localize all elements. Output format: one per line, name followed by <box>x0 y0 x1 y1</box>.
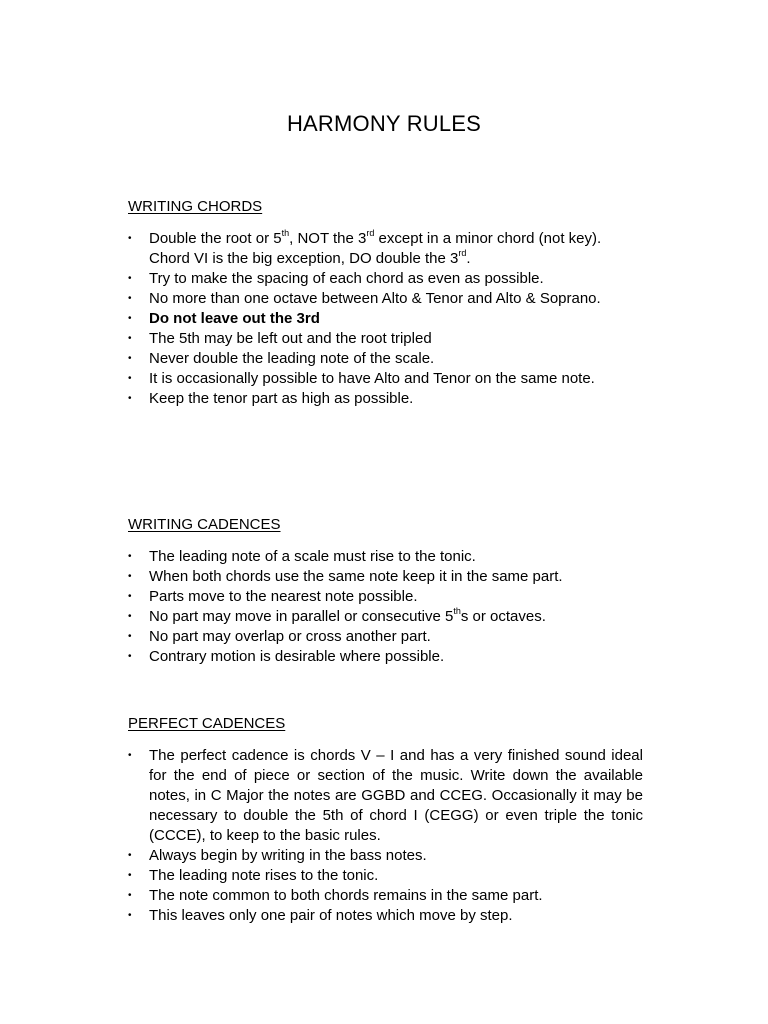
rule-text: The perfect cadence is chords V – I and has a very finished sound ideal for the end of piece or section of the music. Write down the available notes, in C Major the notes are GGBD and CCEG. Occasionally it may be necessary to double the 5th of chord I (CEGG) or even triple the tonic (CCCE), to keep to the basic rules. <box>149 747 643 844</box>
list-item <box>128 627 643 647</box>
rule-text: No part may move in parallel or consecutive 5 <box>149 608 454 625</box>
list-item <box>128 846 643 866</box>
rule-text: No part may overlap or cross another part. <box>149 628 431 645</box>
section-writing-chords <box>128 197 643 409</box>
superscript: rd <box>366 228 375 238</box>
bullet: • <box>128 233 132 244</box>
bullet: • <box>128 651 132 662</box>
rule-text: Double the root or 5 <box>149 230 282 247</box>
list-item <box>128 369 643 389</box>
bullet: • <box>128 591 132 602</box>
rule-text: The leading note rises to the tonic. <box>149 867 379 884</box>
bullet: • <box>128 393 132 404</box>
rule-list <box>128 547 643 667</box>
rule-text: Always begin by writing in the bass notes. <box>149 847 427 864</box>
section-heading: WRITING CADENCES <box>128 516 281 533</box>
rule-text: No more than one octave between Alto & Tenor and Alto & Soprano. <box>149 290 601 307</box>
section-heading: PERFECT CADENCES <box>128 715 286 732</box>
bullet: • <box>128 333 132 344</box>
list-item <box>128 906 643 926</box>
rule-text: The 5th may be left out and the root tripled <box>149 330 432 347</box>
rule-text: . <box>466 250 471 267</box>
rule-text: This leaves only one pair of notes which move by step. <box>149 907 513 924</box>
rule-text: , NOT the 3 <box>289 230 367 247</box>
list-item <box>128 886 643 906</box>
bullet: • <box>128 910 132 921</box>
bullet: • <box>128 353 132 364</box>
list-item <box>128 746 643 846</box>
list-item <box>128 866 643 886</box>
list-item <box>128 309 643 329</box>
bullet: • <box>128 551 132 562</box>
list-item <box>128 269 643 289</box>
rule-list <box>128 746 643 926</box>
list-item <box>128 229 643 269</box>
superscript: th <box>453 606 461 616</box>
rule-text: When both chords use the same note keep it in the same part. <box>149 568 563 585</box>
rule-text: except in a minor chord (not key). <box>374 230 602 247</box>
superscript: rd <box>458 248 467 258</box>
list-item <box>128 587 643 607</box>
bullet: • <box>128 373 132 384</box>
bullet: • <box>128 750 132 761</box>
list-item <box>128 607 643 627</box>
bullet: • <box>128 631 132 642</box>
list-item <box>128 567 643 587</box>
rule-text: Keep the tenor part as high as possible. <box>149 390 414 407</box>
list-item <box>128 647 643 667</box>
list-item <box>128 289 643 309</box>
section-perfect-cadences <box>128 714 643 926</box>
list-item <box>128 329 643 349</box>
bullet: • <box>128 890 132 901</box>
rule-text: Contrary motion is desirable where possible. <box>149 648 445 665</box>
rule-list <box>128 229 643 409</box>
page-title: HARMONY RULES <box>286 111 482 136</box>
rule-text: Try to make the spacing of each chord as even as possible. <box>149 270 544 287</box>
rule-text: Parts move to the nearest note possible. <box>149 588 418 605</box>
section-writing-cadences <box>128 515 643 667</box>
section-heading: WRITING CHORDS <box>128 198 263 215</box>
rule-text: Never double the leading note of the scale. <box>149 350 435 367</box>
rule-text: The note common to both chords remains in the same part. <box>149 887 543 904</box>
rule-text: It is occasionally possible to have Alto and Tenor on the same note. <box>149 370 595 387</box>
bullet: • <box>128 571 132 582</box>
bullet: • <box>128 273 132 284</box>
rule-text: Do not leave out the 3rd <box>149 310 320 327</box>
list-item <box>128 547 643 567</box>
list-item <box>128 389 643 409</box>
bullet: • <box>128 313 132 324</box>
bullet: • <box>128 293 132 304</box>
list-item <box>128 349 643 369</box>
bullet: • <box>128 850 132 861</box>
rule-text: s or octaves. <box>460 608 546 625</box>
bullet: • <box>128 611 132 622</box>
superscript: th <box>281 228 290 238</box>
rule-text: The leading note of a scale must rise to the tonic. <box>149 548 476 565</box>
bullet: • <box>128 870 132 881</box>
rule-text: Chord VI is the big exception, DO double the 3 <box>149 250 459 267</box>
